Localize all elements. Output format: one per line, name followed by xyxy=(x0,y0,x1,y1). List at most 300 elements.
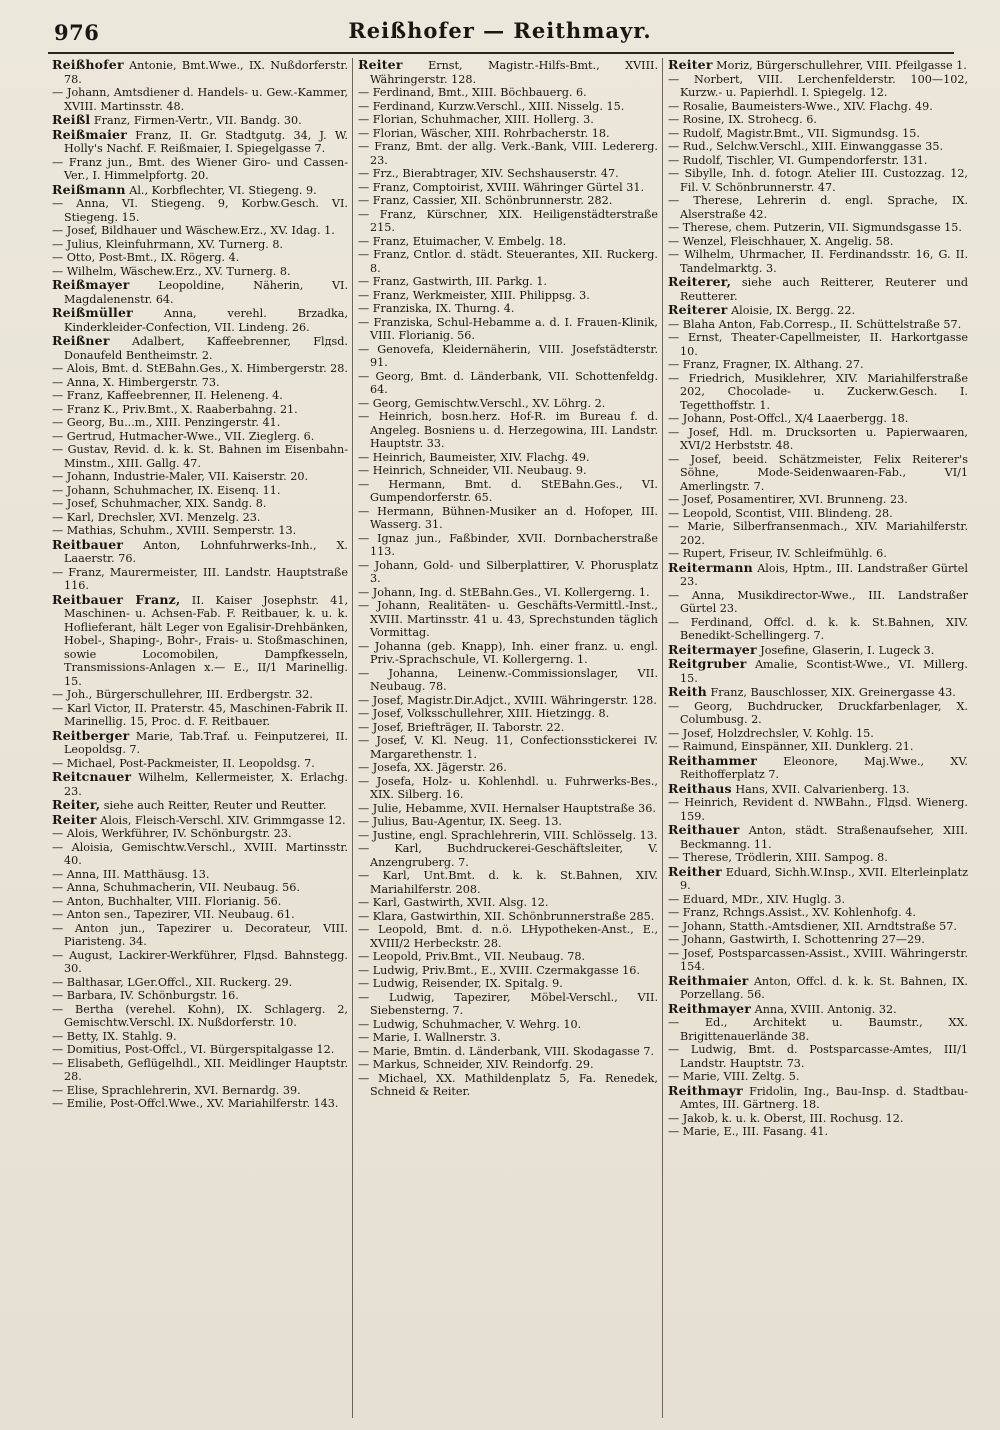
entry-text: — Ernst, Theater-Capellmeister, II. Harkortgasse 10. xyxy=(668,331,968,358)
entry-text: — Johanna (geb. Knapp), Inh. einer franz. u. engl. Priv.-Sprachschule, VI. Kollergerng. 1. xyxy=(358,639,658,666)
directory-entry xyxy=(668,947,968,974)
directory-entry xyxy=(358,167,658,181)
entry-text: — Ludwig, Tapezirer, Möbel-Verschl., VII. Siebensterng. 7. xyxy=(358,990,658,1017)
entry-text: — Johann, Industrie-Maler, VII. Kaiserstr. 20. xyxy=(52,470,309,483)
directory-entry xyxy=(668,865,968,893)
directory-entry xyxy=(358,1072,658,1099)
entry-text: — Marie, VIII. Zeltg. 5. xyxy=(668,1070,800,1083)
entry-text: — Justine, engl. Sprachlehrerin, VIII. Schlösselg. 13. xyxy=(358,828,658,842)
directory-entry xyxy=(52,976,348,990)
directory-entry xyxy=(668,167,968,194)
entry-text: — Franz, Cntlor. d. städt. Steuerantes, XII. Ruckerg. 8. xyxy=(358,248,658,275)
directory-entry xyxy=(52,197,348,224)
directory-entry xyxy=(358,86,658,100)
directory-entry xyxy=(52,128,348,156)
entry-text: — Eduard, MDr., XIV. Huglg. 3. xyxy=(668,892,846,906)
entry-text: — Franz, Fragner, IX. Althang. 27. xyxy=(668,358,864,371)
directory-entry xyxy=(668,275,968,303)
directory-entry xyxy=(668,851,968,865)
entry-text: — Bertha (verehel. Kohn), IX. Schlagerg. 2, Gemischtw.Verschl. IX. Nußdorferstr. 10. xyxy=(52,1002,348,1029)
directory-entry xyxy=(668,507,968,521)
entry-text: — Karl, Drechsler, XVI. Menzelg. 23. xyxy=(52,510,261,524)
entry-text: Amalie, Scontist-Wwe., VI. Millerg. 15. xyxy=(680,658,968,685)
directory-entry xyxy=(668,426,968,453)
directory-entry xyxy=(668,100,968,114)
entry-text: — Mathias, Schuhm., XVIII. Semperstr. 13. xyxy=(52,524,297,537)
entry-text: — Karl Victor, II. Praterstr. 45, Maschinen-Fabrik II. Marinellig. 15, Proc. d. F. Reitbauer. xyxy=(52,701,348,728)
entry-text: — Raimund, Einspänner, XII. Dunklerg. 21. xyxy=(668,740,914,753)
entry-text: — Hermann, Bmt. d. StEBahn.Ges., VI. Gumpendorferstr. 65. xyxy=(358,477,658,504)
entry-text: — Franz, Gastwirth, III. Parkg. 1. xyxy=(358,275,548,288)
entry-text: — Julius, Bau-Agentur, IX. Seeg. 13. xyxy=(358,815,562,828)
directory-entry xyxy=(358,640,658,667)
directory-entry xyxy=(358,275,658,289)
entry-text: — Georg, Gemischtw.Verschl., XV. Löhrg. 2. xyxy=(358,396,606,410)
directory-entry xyxy=(358,113,658,127)
directory-entry xyxy=(52,798,348,813)
directory-entry xyxy=(668,194,968,221)
entry-surname: Reiterer xyxy=(668,302,728,317)
directory-entry xyxy=(358,194,658,208)
column-2 xyxy=(358,58,658,1420)
entry-text: — Johann, Gold- und Silberplattirer, V. Phorusplatz 3. xyxy=(358,558,658,585)
directory-entry xyxy=(668,154,968,168)
entry-text: Anna, verehl. Brzadka, Kinderkleider-Confection, VII. Lindeng. 26. xyxy=(64,307,348,334)
entry-text: Anton, Offcl. d. k. k. St. Bahnen, IX. Porzellang. 56. xyxy=(680,974,968,1001)
directory-entry xyxy=(668,372,968,413)
directory-entry xyxy=(358,775,658,802)
directory-entry xyxy=(52,430,348,444)
directory-entry xyxy=(668,1125,968,1139)
entry-text: — Ed., Architekt u. Baumstr., XX. Brigittenauerlände 38. xyxy=(668,1016,968,1043)
directory-entry xyxy=(668,1016,968,1043)
entry-text: Anna, XVIII. Antonig. 32. xyxy=(751,1002,897,1016)
directory-entry xyxy=(52,1043,348,1057)
directory-entry xyxy=(668,823,968,851)
directory-entry xyxy=(52,949,348,976)
entry-text: — Karl, Unt.Bmt. d. k. k. St.Bahnen, XIV. Mariahilferstr. 208. xyxy=(358,869,658,896)
entry-text: — Frz., Bierabtrager, XIV. Sechshauserstr. 47. xyxy=(358,167,619,180)
entry-text: — Franz K., Priv.Bmt., X. Raaberbahng. 21. xyxy=(52,402,298,416)
directory-entry xyxy=(358,802,658,816)
entry-text: — Anna, VI. Stiegeng. 9, Korbw.Gesch. VI. Stiegeng. 15. xyxy=(52,197,348,224)
directory-entry xyxy=(358,896,658,910)
entry-text: — Blaha Anton, Fab.Corresp., II. Schüttelstraße 57. xyxy=(668,317,962,331)
directory-entry xyxy=(358,478,658,505)
entry-text: — Franziska, IX. Thurng. 4. xyxy=(358,302,515,315)
entry-text: Adalbert, Kaffeebrenner, Flдsd. Donaufeld Bentheimstr. 2. xyxy=(64,335,348,362)
entry-surname: Reither xyxy=(668,863,722,879)
entry-text: — Franz, Rchngs.Assist., XV. Kohlenhofg. 4. xyxy=(668,906,916,919)
directory-entry xyxy=(52,895,348,909)
entry-text: — Elisabeth, Geflügelhdl., XII. Meidlinger Hauptstr. 28. xyxy=(52,1056,348,1083)
entry-text: — Leopold, Bmt. d. n.ö. LHypotheken-Anst., E., XVIII/2 Herbeckstr. 28. xyxy=(358,923,658,950)
directory-entry xyxy=(668,796,968,823)
entry-text: — Josef, Schuhmacher, XIX. Sandg. 8. xyxy=(52,497,267,510)
directory-entry xyxy=(358,343,658,370)
entry-text: — Heinrich, Revident d. NWBahn., Flдsd. Wienerg. 159. xyxy=(668,796,968,823)
entry-surname: Reiter, xyxy=(52,797,101,812)
entry-text: — Klara, Gastwirthin, XII. Schönbrunnerstraße 285. xyxy=(358,909,655,923)
entry-text: Anton, städt. Straßenaufseher, XIII. Beckmanng. 11. xyxy=(680,824,968,851)
entry-text: Leopoldine, Näherin, VI. Magdalenenstr. 64. xyxy=(64,279,348,306)
directory-entry xyxy=(668,754,968,782)
directory-entry xyxy=(52,729,348,757)
entry-text: — Alois, Werkführer, IV. Schönburgstr. 23. xyxy=(52,827,292,840)
entry-text: Antonie, Bmt.Wwe., IX. Nußdorferstr. 78. xyxy=(64,59,348,86)
entry-text: — Michael, XX. Mathildenplatz 5, Fa. Renedek, Schneid & Reiter. xyxy=(358,1071,658,1098)
column-divider xyxy=(662,58,663,1418)
directory-entry xyxy=(668,127,968,141)
entry-text: — Josef, Bildhauer und Wäschew.Erz., XV. Idag. 1. xyxy=(52,224,335,237)
directory-entry xyxy=(358,815,658,829)
directory-entry xyxy=(52,334,348,362)
directory-entry xyxy=(358,667,658,694)
directory-entry xyxy=(52,484,348,498)
entry-text: — Heinrich, bosn.herz. Hof-R. im Bureau f. d. Angeleg. Bosniens u. d. Herzegowina, III. Landstr. Hauptstr. 33. xyxy=(358,410,658,450)
directory-entry xyxy=(52,224,348,238)
entry-text: — Rud., Selchw.Verschl., XIII. Einwanggasse 35. xyxy=(668,140,943,153)
directory-entry xyxy=(668,589,968,616)
directory-entry xyxy=(52,278,348,306)
entry-surname: Reiterer, xyxy=(668,274,732,289)
entry-text: — Ludwig, Schuhmacher, V. Wehrg. 10. xyxy=(358,1017,582,1031)
directory-entry xyxy=(358,586,658,600)
entry-text: — August, Lackirer-Werkführer, Flдsd. Bahnstegg. 30. xyxy=(52,948,348,975)
entry-text: — Florian, Wäscher, XIII. Rohrbacherstr. 18. xyxy=(358,126,610,140)
directory-entry xyxy=(668,520,968,547)
directory-entry xyxy=(668,685,968,700)
directory-entry xyxy=(668,58,968,73)
directory-entry xyxy=(358,1058,658,1072)
entry-text: — Anna, X. Himbergerstr. 73. xyxy=(52,375,220,389)
directory-entry xyxy=(668,303,968,318)
directory-entry xyxy=(668,412,968,426)
entry-text: — Anton, Buchhalter, VIII. Florianig. 56. xyxy=(52,894,282,908)
entry-text: — Johann, Ing. d. StEBahn.Ges., VI. Kollergerng. 1. xyxy=(358,585,650,599)
directory-entry xyxy=(668,933,968,947)
entry-text: — Rosalie, Baumeisters-Wwe., XIV. Flachg. 49. xyxy=(668,99,933,113)
entry-text: — Josef, Volksschullehrer, XIII. Hietzingg. 8. xyxy=(358,707,610,720)
entry-text: — Marie, E., III. Fasang. 41. xyxy=(668,1125,829,1138)
entry-text: — Josef, Briefträger, II. Taborstr. 22. xyxy=(358,720,565,734)
entry-text: — Domitius, Post-Offcl., VI. Bürgerspitalgasse 12. xyxy=(52,1043,335,1056)
directory-entry xyxy=(52,183,348,198)
directory-entry xyxy=(52,86,348,113)
entry-text: — Josefa, XX. Jägerstr. 26. xyxy=(358,761,507,774)
entry-text: — Georg, Bu...m., XIII. Penzingerstr. 41. xyxy=(52,416,281,429)
entry-text: — Josef, Hdl. m. Drucksorten u. Papierwaaren, XVI/2 Herbststr. 48. xyxy=(668,425,968,452)
directory-entry xyxy=(52,443,348,470)
directory-entry xyxy=(52,593,348,689)
directory-entry xyxy=(52,389,348,403)
directory-entry xyxy=(668,140,968,154)
directory-entry xyxy=(668,453,968,494)
directory-entry xyxy=(52,922,348,949)
entry-surname: Reitermann xyxy=(668,559,753,575)
directory-entry xyxy=(668,700,968,727)
directory-entry xyxy=(358,208,658,235)
directory-entry xyxy=(358,235,658,249)
entry-surname: Reiter xyxy=(668,58,713,72)
column-1 xyxy=(52,58,348,1420)
entry-text: — Anna, III. Matthäusg. 13. xyxy=(52,867,210,881)
entry-surname: Reißl xyxy=(52,112,91,127)
entry-text: Moriz, Bürgerschullehrer, VIII. Pfeilgasse 1. xyxy=(712,59,967,72)
directory-entry xyxy=(52,757,348,771)
entry-text: Franz, II. Gr. Stadtgutg. 34, J. W. Holly's Nachf. F. Reißmaier, I. Spiegelgasse 7. xyxy=(64,128,348,155)
entry-surname: Reithmayer xyxy=(668,1000,752,1016)
directory-entry xyxy=(52,470,348,484)
directory-entry xyxy=(52,688,348,702)
entry-surname: Reißmaier xyxy=(52,126,127,142)
entry-text: — Georg, Buchdrucker, Druckfarbenlager, X. Columbusg. 2. xyxy=(668,699,968,726)
directory-entry xyxy=(52,376,348,390)
directory-entry xyxy=(358,289,658,303)
entry-surname: Reißmayer xyxy=(52,277,130,292)
entry-text: Alois, Fleisch-Verschl. XIV. Grimmgasse 12. xyxy=(96,813,346,827)
directory-entry xyxy=(52,524,348,538)
entry-surname: Reith xyxy=(668,684,707,699)
directory-entry xyxy=(358,1031,658,1045)
directory-entry xyxy=(668,1002,968,1017)
directory-entry xyxy=(52,265,348,279)
entry-text: — Ludwig, Bmt. d. Postsparcasse-Amtes, III/1 Landstr. Hauptstr. 73. xyxy=(668,1043,968,1070)
entry-text: — Josef, Holzdrechsler, V. Kohlg. 15. xyxy=(668,726,874,740)
directory-entry xyxy=(358,505,658,532)
entry-text: — Otto, Post-Bmt., IX. Rögerg. 4. xyxy=(52,251,240,264)
directory-entry xyxy=(668,1084,968,1112)
directory-entry xyxy=(52,1057,348,1084)
entry-text: — Franz jun., Bmt. des Wiener Giro- und Cassen-Ver., I. Himmelpfortg. 20. xyxy=(52,155,348,182)
directory-entry xyxy=(52,1084,348,1098)
entry-text: — Johanna, Leinenw.-Commissionslager, VII. Neubaug. 78. xyxy=(358,666,658,693)
directory-entry xyxy=(668,727,968,741)
directory-entry xyxy=(668,547,968,561)
entry-text: — Heinrich, Schneider, VII. Neubaug. 9. xyxy=(358,464,587,477)
directory-entry xyxy=(52,403,348,417)
directory-entry xyxy=(668,920,968,934)
directory-entry xyxy=(52,813,348,828)
directory-entry xyxy=(668,221,968,235)
entry-text: — Josef, V. Kl. Neug. 11, Confectionsstickerei IV. Margarethenstr. 1. xyxy=(358,734,658,761)
entry-text: — Ludwig, Priv.Bmt., E., XVIII. Czermakgasse 16. xyxy=(358,963,640,977)
header-rule xyxy=(48,52,954,54)
directory-entry xyxy=(358,707,658,721)
entry-text: Marie, Tab.Traf. u. Feinputzerei, II. Leopoldsg. 7. xyxy=(64,729,348,756)
directory-entry xyxy=(52,1097,348,1111)
entry-text: — Franz, Etuimacher, V. Embelg. 18. xyxy=(358,234,567,248)
directory-entry xyxy=(358,127,658,141)
entry-surname: Reitbauer Franz, xyxy=(52,591,181,607)
entry-text: — Julie, Hebamme, XVII. Hernalser Hauptstraße 36. xyxy=(358,801,656,815)
entry-text: — Johann, Gastwirth, I. Schottenring 27—29. xyxy=(668,933,925,946)
entry-text: — Franz, Comptoirist, XVIII. Währinger Gürtel 31. xyxy=(358,180,645,194)
directory-entry xyxy=(358,991,658,1018)
entry-text: — Wilhelm, Wäschew.Erz., XV. Turnerg. 8. xyxy=(52,264,291,278)
entry-text: — Johann, Amtsdiener d. Handels- u. Gew.-Kammer, XVIII. Martinsstr. 48. xyxy=(52,86,348,113)
entry-text: — Hermann, Bühnen-Musiker an d. Hofoper, III. Wasserg. 31. xyxy=(358,504,658,531)
directory-entry xyxy=(358,734,658,761)
directory-entry xyxy=(358,721,658,735)
entry-text: — Michael, Post-Packmeister, II. Leopoldsg. 7. xyxy=(52,756,315,770)
entry-text: — Franziska, Schul-Hebamme a. d. I. Frauen-Klinik, VIII. Florianig. 56. xyxy=(358,315,658,342)
entry-surname: Reitberger xyxy=(52,727,130,743)
entry-surname: Reitermayer xyxy=(668,641,757,657)
directory-entry xyxy=(52,841,348,868)
column-3 xyxy=(668,58,968,1420)
entry-text: — Leopold, Scontist, VIII. Blindeng. 28. xyxy=(668,506,893,520)
entry-text: Alois, Hptm., III. Landstraßer Gürtel 23. xyxy=(680,561,968,588)
directory-entry xyxy=(668,906,968,920)
entry-text: — Rudolf, Tischler, VI. Gumpendorferstr. 131. xyxy=(668,153,928,167)
entry-text: — Wenzel, Fleischhauer, X. Angelig. 58. xyxy=(668,234,894,248)
directory-entry xyxy=(358,58,658,86)
directory-entry xyxy=(668,73,968,100)
entry-text: Ernst, Magistr.-Hilfs-Bmt., XVIII. Währingerstr. 128. xyxy=(370,59,658,86)
entry-text: — Ignaz jun., Faßbinder, XVII. Dornbacherstraße 113. xyxy=(358,531,658,558)
entry-text: — Betty, IX. Stahlg. 9. xyxy=(52,1029,177,1043)
directory-entry xyxy=(358,829,658,843)
entry-text: — Josefa, Holz- u. Kohlenhdl. u. Fuhrwerks-Bes., XIX. Silberg. 16. xyxy=(358,774,658,801)
entry-text: — Johann, Post-Offcl., X/4 Laaerbergg. 18. xyxy=(668,412,909,425)
directory-entry xyxy=(52,702,348,729)
page-number: 976 xyxy=(54,20,100,45)
entry-surname: Reithammer xyxy=(668,752,758,768)
entry-text: — Josef, Postsparcassen-Assist., XVIII. Währingerstr. 154. xyxy=(668,946,968,973)
entry-text: — Johann, Realitäten- u. Geschäfts-Vermittl.-Inst., XVIII. Martinsstr. 41 u. 43, Sprechstunden täglich Vormittag. xyxy=(358,599,658,639)
directory-entry xyxy=(668,318,968,332)
entry-text: — Franz, Kaffeebrenner, II. Heleneng. 4. xyxy=(52,389,283,402)
entry-text: siehe auch Reitter, Reuter und Reutter. xyxy=(100,799,327,812)
directory-entry xyxy=(668,893,968,907)
directory-entry xyxy=(358,370,658,397)
entry-text: — Marie, Bmtin. d. Länderbank, VIII. Skodagasse 7. xyxy=(358,1044,655,1058)
page-header xyxy=(40,14,960,48)
directory-entry xyxy=(358,964,658,978)
directory-entry xyxy=(52,416,348,430)
entry-text: — Anna, Musikdirector-Wwe., III. Landstraßer Gürtel 23. xyxy=(668,588,968,615)
entry-text: — Karl, Gastwirth, XVII. Alsg. 12. xyxy=(358,896,549,909)
entry-text: — Anna, Schuhmacherin, VII. Neubaug. 56. xyxy=(52,881,300,894)
entry-text: — Markus, Schneider, XIV. Reindorfg. 29. xyxy=(358,1058,594,1071)
entry-text: Fridolin, Ing., Bau-Insp. d. Stadtbau-Amtes, III. Gärtnerg. 18. xyxy=(680,1084,968,1111)
entry-surname: Reißmann xyxy=(52,181,126,197)
entry-text: — Ludwig, Reisender, IX. Spitalg. 9. xyxy=(358,977,563,990)
directory-entry xyxy=(358,1018,658,1032)
directory-entry xyxy=(358,316,658,343)
entry-text: — Therese, chem. Putzerin, VII. Sigmundsgasse 15. xyxy=(668,221,962,234)
entry-text: — Gustav, Revid. d. k. k. St. Bahnen im Eisenbahn-Minstm., XIII. Gallg. 47. xyxy=(52,443,348,470)
entry-text: Eduard, Sichh.W.Insp., XVII. Elterleinplatz 9. xyxy=(680,865,968,892)
entry-text: — Franz, Werkmeister, XIII. Philippsg. 3. xyxy=(358,288,590,302)
entry-text: — Johann, Statth.-Amtsdiener, XII. Arndtstraße 57. xyxy=(668,919,957,933)
directory-entry xyxy=(358,410,658,451)
entry-text: — Ferdinand, Kurzw.Verschl., XIII. Nisselg. 15. xyxy=(358,99,625,113)
entry-text: — Aloisia, Gemischtw.Verschl., XVIII. Martinsstr. 40. xyxy=(52,840,348,867)
directory-entry xyxy=(668,643,968,658)
directory-entry xyxy=(52,566,348,593)
entry-text: — Gertrud, Hutmacher-Wwe., VII. Zieglerg. 6. xyxy=(52,429,315,443)
directory-entry xyxy=(668,248,968,275)
entry-text: — Ferdinand, Offcl. d. k. k. St.Bahnen, XIV. Benedikt-Schellingerg. 7. xyxy=(668,615,968,642)
directory-entry xyxy=(358,923,658,950)
entry-text: — Balthasar, LGer.Offcl., XII. Ruckerg. 29. xyxy=(52,975,293,989)
directory-entry xyxy=(358,599,658,640)
entry-text: Eleonore, Maj.Wwe., XV. Reithofferplatz 7. xyxy=(680,754,968,781)
entry-surname: Reiter xyxy=(52,811,97,827)
entry-text: — Jakob, k. u. k. Oberst, III. Rochusg. 12. xyxy=(668,1111,904,1125)
directory-entry xyxy=(358,910,658,924)
entry-text: — Franz, Kürschner, XIX. Heiligenstädterstraße 215. xyxy=(358,207,658,234)
directory-entry xyxy=(52,156,348,183)
column-divider xyxy=(352,58,353,1418)
directory-entry xyxy=(52,770,348,798)
directory-entry xyxy=(52,58,348,86)
entry-surname: Reitgruber xyxy=(668,656,747,671)
entry-text: — Emilie, Post-Offcl.Wwe., XV. Mariahilferstr. 143. xyxy=(52,1097,339,1110)
entry-text: — Johann, Schuhmacher, IX. Eisenq. 11. xyxy=(52,483,281,497)
directory-entry xyxy=(358,1045,658,1059)
entry-text: — Ferdinand, Bmt., XIII. Böchbauerg. 6. xyxy=(358,86,587,99)
entry-text: — Rupert, Friseur, IV. Schleifmühlg. 6. xyxy=(668,547,887,560)
entry-text: — Franz, Maurermeister, III. Landstr. Hauptstraße 116. xyxy=(52,565,348,592)
directory-entry xyxy=(52,306,348,334)
entry-text: — Genovefa, Kleidernäherin, VIII. Josefstädterstr. 91. xyxy=(358,342,658,369)
entry-text: Aloisie, IX. Bergg. 22. xyxy=(727,304,856,317)
directory-entry xyxy=(52,497,348,511)
running-head: Reißhofer — Reithmayr. xyxy=(348,18,652,43)
entry-text: Al., Korbflechter, VI. Stiegeng. 9. xyxy=(125,183,317,197)
directory-entry xyxy=(358,977,658,991)
directory-entry xyxy=(668,974,968,1002)
directory-entry xyxy=(358,248,658,275)
directory-entry xyxy=(358,559,658,586)
entry-text: II. Kaiser Josephstr. 41, Maschinen- u. Achsen-Fab. F. Reitbauer, k. u. k. Hoflieferant, hält Leger von Egalisir-Drehbänken, Hobel-, Shaping-, Bohr-, Frais- u. Stoßmaschinen, sowie Locomobilen, Dampfkesseln, Transmissions-Anlagen x.— E., II/1 Marinellig. 15. xyxy=(64,593,348,688)
directory-entry xyxy=(52,989,348,1003)
directory-entry xyxy=(668,740,968,754)
entry-text: Hans, XVII. Calvarienberg. 13. xyxy=(731,782,910,796)
entry-text: Anton, Lohnfuhrwerks-Inh., X. Laaerstr. 76. xyxy=(64,538,348,565)
entry-text: — Franz, Bmt. der allg. Verk.-Bank, VIII. Ledererg. 23. xyxy=(358,140,658,167)
directory-entry xyxy=(668,235,968,249)
directory-entry xyxy=(52,881,348,895)
directory-entry xyxy=(358,950,658,964)
entry-text: — Karl, Buchdruckerei-Geschäftsleiter, V. Anzengruberg. 7. xyxy=(358,842,658,869)
directory-entry xyxy=(358,451,658,465)
directory-entry xyxy=(52,511,348,525)
directory-entry xyxy=(52,238,348,252)
entry-text: — Joh., Bürgerschullehrer, III. Erdbergstr. 32. xyxy=(52,688,313,701)
entry-text: — Friedrich, Musiklehrer, XIV. Mariahilferstraße 202, Chocolade- u. Zuckerw.Gesch. I. Tegetthoffstr. 1. xyxy=(668,371,968,412)
entry-text: Franz, Firmen-Vertr., VII. Bandg. 30. xyxy=(90,114,302,127)
entry-text: — Therese, Lehrerin d. engl. Sprache, IX. Alserstraße 42. xyxy=(668,194,968,221)
entry-text: — Anton jun., Tapezirer u. Decorateur, VIII. Piaristeng. 34. xyxy=(52,921,348,948)
directory-entry xyxy=(358,464,658,478)
directory-entry xyxy=(52,538,348,566)
directory-entry xyxy=(52,1030,348,1044)
entry-text: — Georg, Bmt. d. Länderbank, VII. Schottenfeldg. 64. xyxy=(358,369,658,396)
entry-text: Josefine, Glaserin, I. Lugeck 3. xyxy=(756,643,935,657)
directory-entry xyxy=(358,694,658,708)
directory-entry xyxy=(668,657,968,685)
entry-surname: Reitbauer xyxy=(52,536,124,552)
entry-text: — Josef, Magistr.Dir.Adjct., XVIII. Währingerstr. 128. xyxy=(358,693,657,707)
directory-entry xyxy=(52,251,348,265)
entry-text: — Therese, Trödlerin, XIII. Sampog. 8. xyxy=(668,851,888,864)
directory-entry xyxy=(52,113,348,128)
entry-text: — Barbara, IV. Schönburgstr. 16. xyxy=(52,989,239,1002)
